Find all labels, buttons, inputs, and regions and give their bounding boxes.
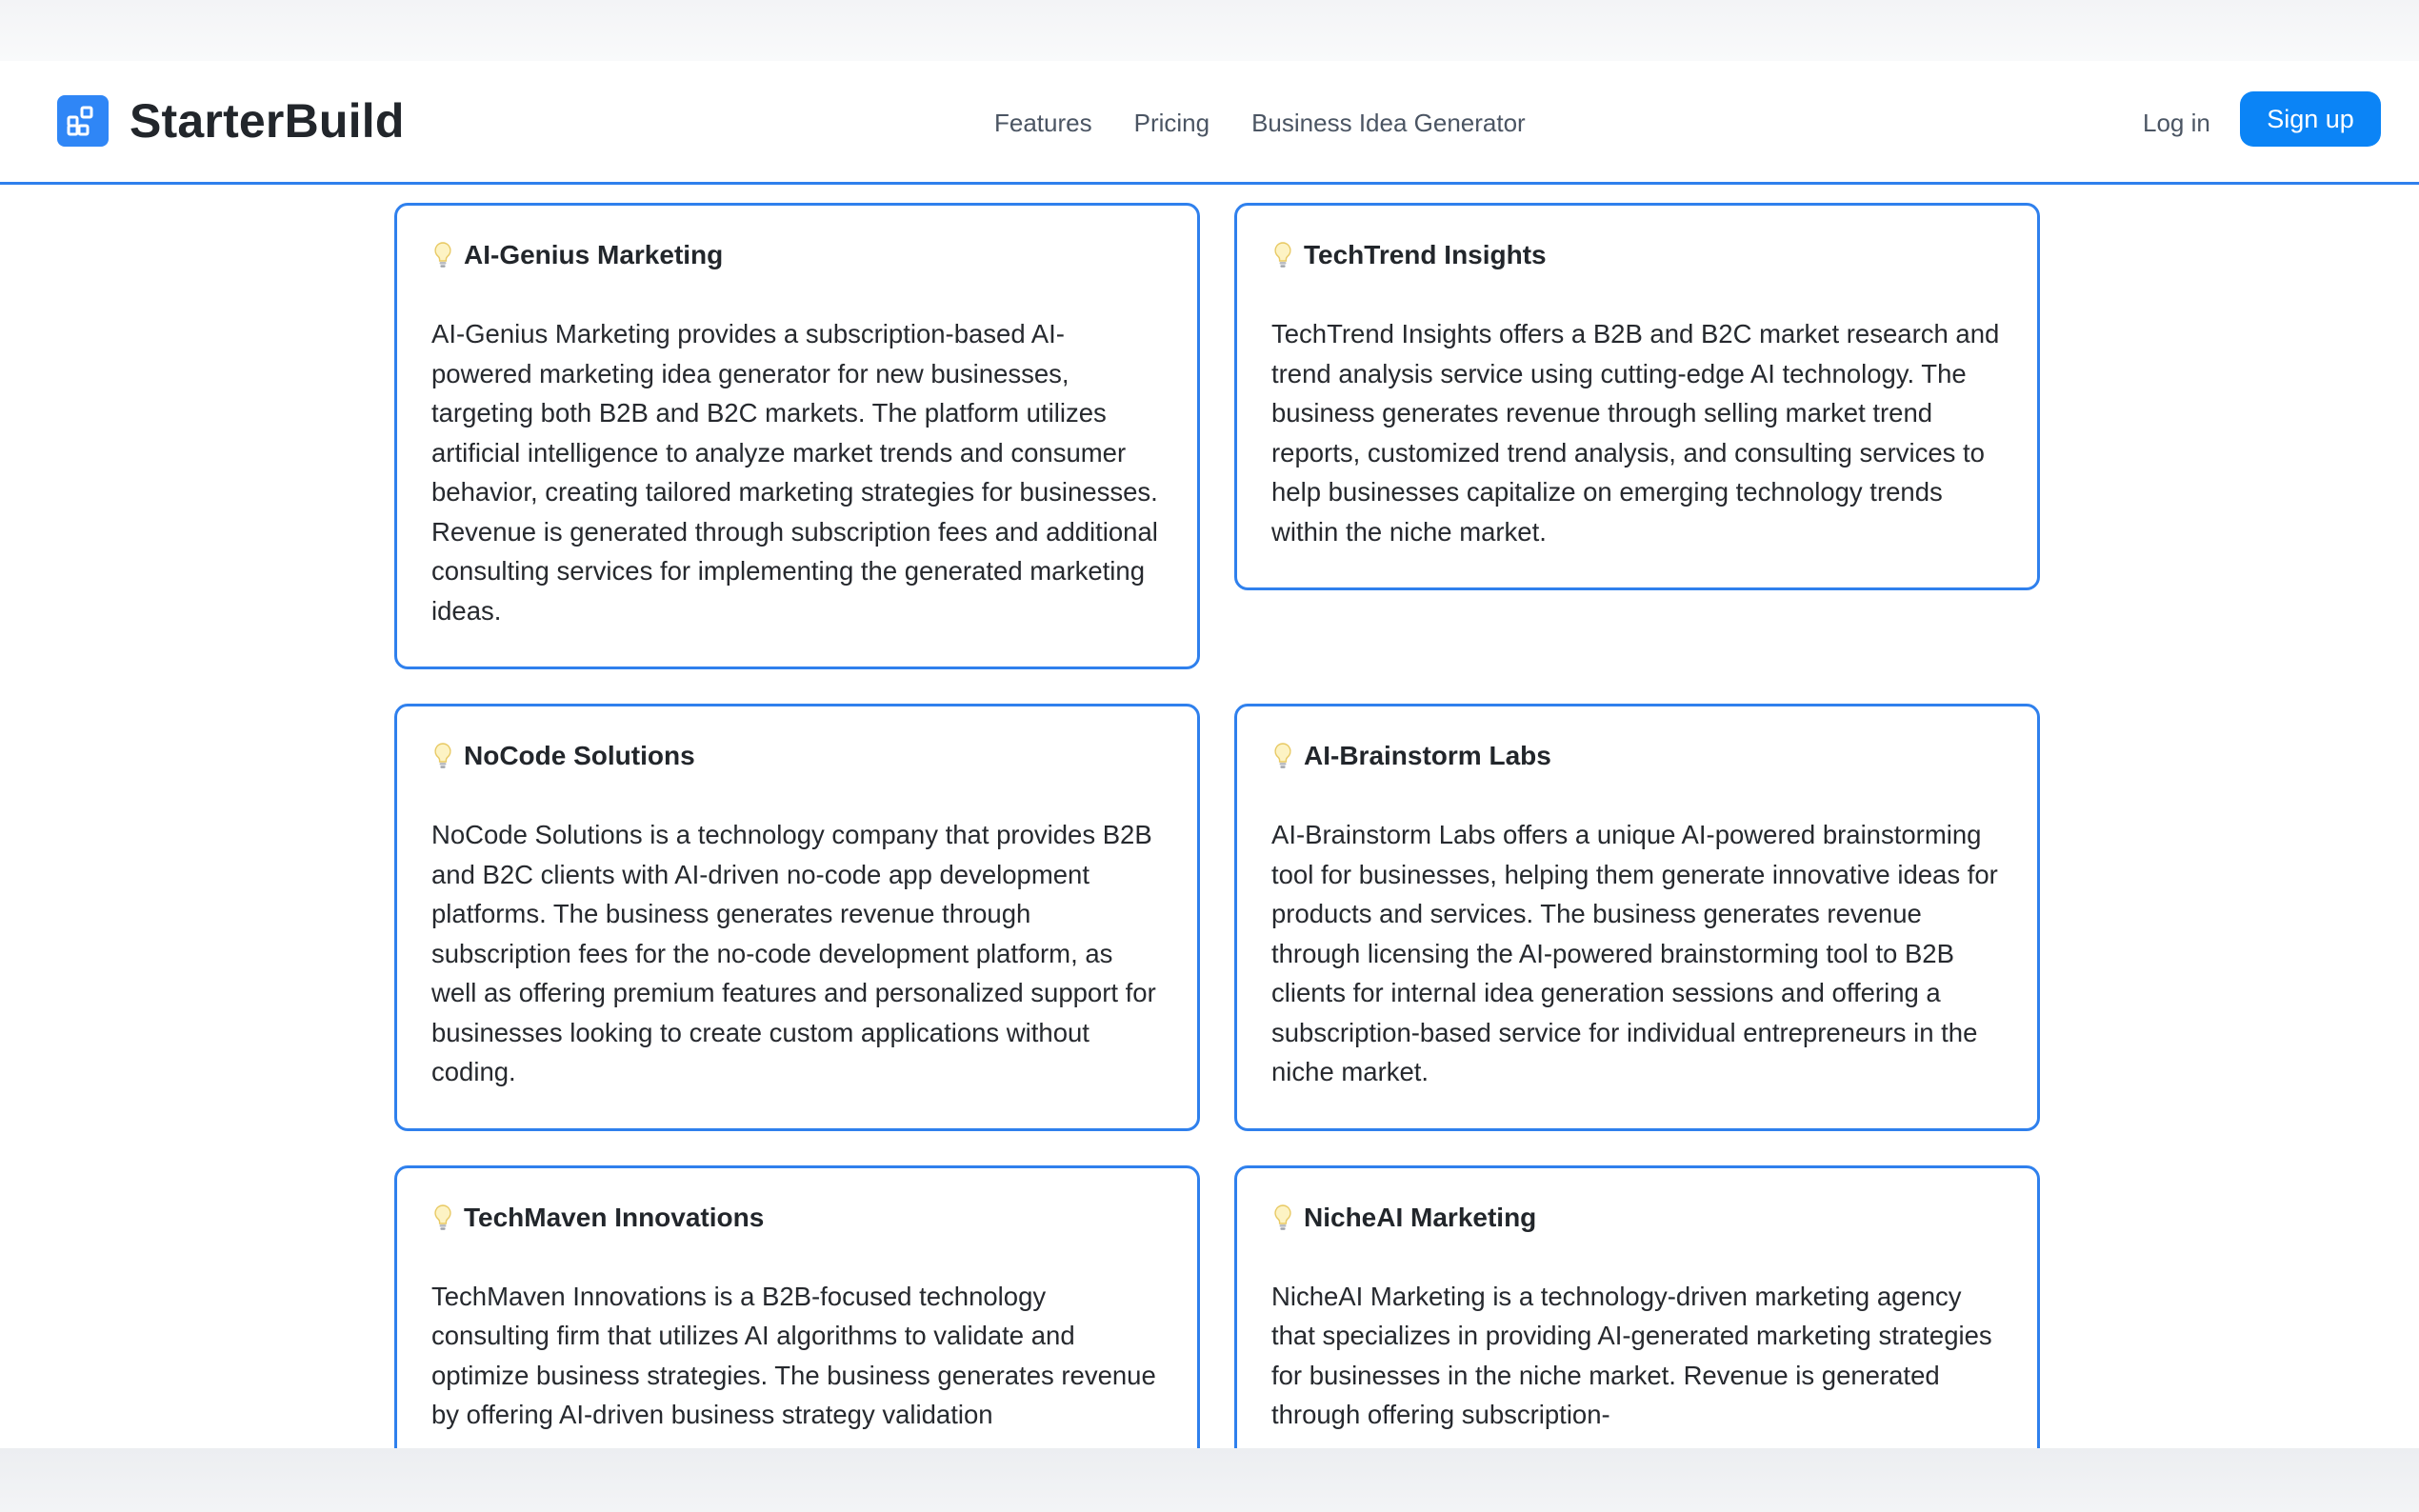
ideas-content[interactable] <box>0 188 2419 1448</box>
browser-top-strip <box>0 0 2419 61</box>
idea-title: NicheAI Marketing <box>1304 1202 1537 1232</box>
main-nav <box>994 102 1526 144</box>
idea-card <box>1234 203 2040 590</box>
top-navbar <box>0 61 2419 185</box>
lightbulb-icon <box>431 240 454 270</box>
idea-card-header <box>431 741 1163 771</box>
idea-card <box>394 1165 1200 1449</box>
brand-name: StarterBuild <box>130 94 405 148</box>
lightbulb-icon <box>1271 240 1294 270</box>
idea-description: TechTrend Insights offers a B2B and B2C market research and trend analysis service using cutting-edge AI technology. The business generates revenue through selling market trend reports, customized trend analysis, and consulting services to help businesses capitalize on emerging technology trends within the niche market. <box>1271 319 2000 547</box>
browser-bottom-strip <box>0 1448 2419 1512</box>
lightbulb-icon <box>1271 741 1294 771</box>
idea-card-header <box>1271 741 2003 771</box>
idea-title: NoCode Solutions <box>464 741 695 770</box>
lightbulb-icon <box>431 741 454 771</box>
lightbulb-icon <box>431 1203 454 1233</box>
idea-card <box>394 704 1200 1131</box>
idea-card <box>1234 704 2040 1131</box>
grid-squares-icon <box>57 95 109 147</box>
nav-link-business-idea-generator[interactable]: Business Idea Generator <box>1251 108 1526 137</box>
signup-button[interactable]: Sign up <box>2240 91 2381 147</box>
idea-description: TechMaven Innovations is a B2B-focused technology consulting firm that utilizes AI algorithms to validate and optimize business strategies. The business generates revenue by offering AI-driven business strategy validation <box>431 1281 1156 1429</box>
idea-card <box>1234 1165 2040 1449</box>
idea-description: AI-Genius Marketing provides a subscription-based AI-powered marketing idea generator for new businesses, targeting both B2B and B2C markets. The platform utilizes artificial intelligence to analyze market trends and consumer behavior, creating tailored marketing strategies for businesses. Revenue is generated through subscription fees and additional consulting services for implementing the generated marketing ideas. <box>431 319 1158 626</box>
idea-description: AI-Brainstorm Labs offers a unique AI-powered brainstorming tool for businesses, helping them generate innovative ideas for products and services. The business generates revenue through licensing the AI-powered brainstorming tool to B2B clients for internal idea generation sessions and offering a subscription-based service for individual entrepreneurs in the niche market. <box>1271 820 1998 1086</box>
ideas-grid <box>394 203 2040 1448</box>
idea-card-header <box>1271 240 2003 270</box>
lightbulb-icon <box>1271 1203 1294 1233</box>
nav-link-pricing[interactable]: Pricing <box>1133 108 1210 137</box>
idea-card-header <box>1271 1203 2003 1233</box>
idea-card-header <box>431 240 1163 270</box>
idea-title: AI-Brainstorm Labs <box>1304 741 1551 770</box>
idea-title: TechTrend Insights <box>1304 240 1547 269</box>
login-link[interactable]: Log in <box>2143 108 2210 137</box>
idea-card <box>394 203 1200 669</box>
idea-card-header <box>431 1203 1163 1233</box>
idea-title: AI-Genius Marketing <box>464 240 724 269</box>
nav-link-features[interactable]: Features <box>994 108 1092 137</box>
idea-description: NicheAI Marketing is a technology-driven marketing agency that specializes in providing AI-generated marketing strategies for businesses in the niche market. Revenue is generated through offering subscription- <box>1271 1281 1992 1429</box>
idea-title: TechMaven Innovations <box>464 1202 765 1232</box>
idea-description: NoCode Solutions is a technology company that provides B2B and B2C clients with AI-driven no-code app development platforms. The business generates revenue through subscription fees for the no-code development platform, as well as offering premium features and personalized support for businesses looking to create custom applications without coding. <box>431 820 1156 1086</box>
brand[interactable] <box>57 92 405 149</box>
